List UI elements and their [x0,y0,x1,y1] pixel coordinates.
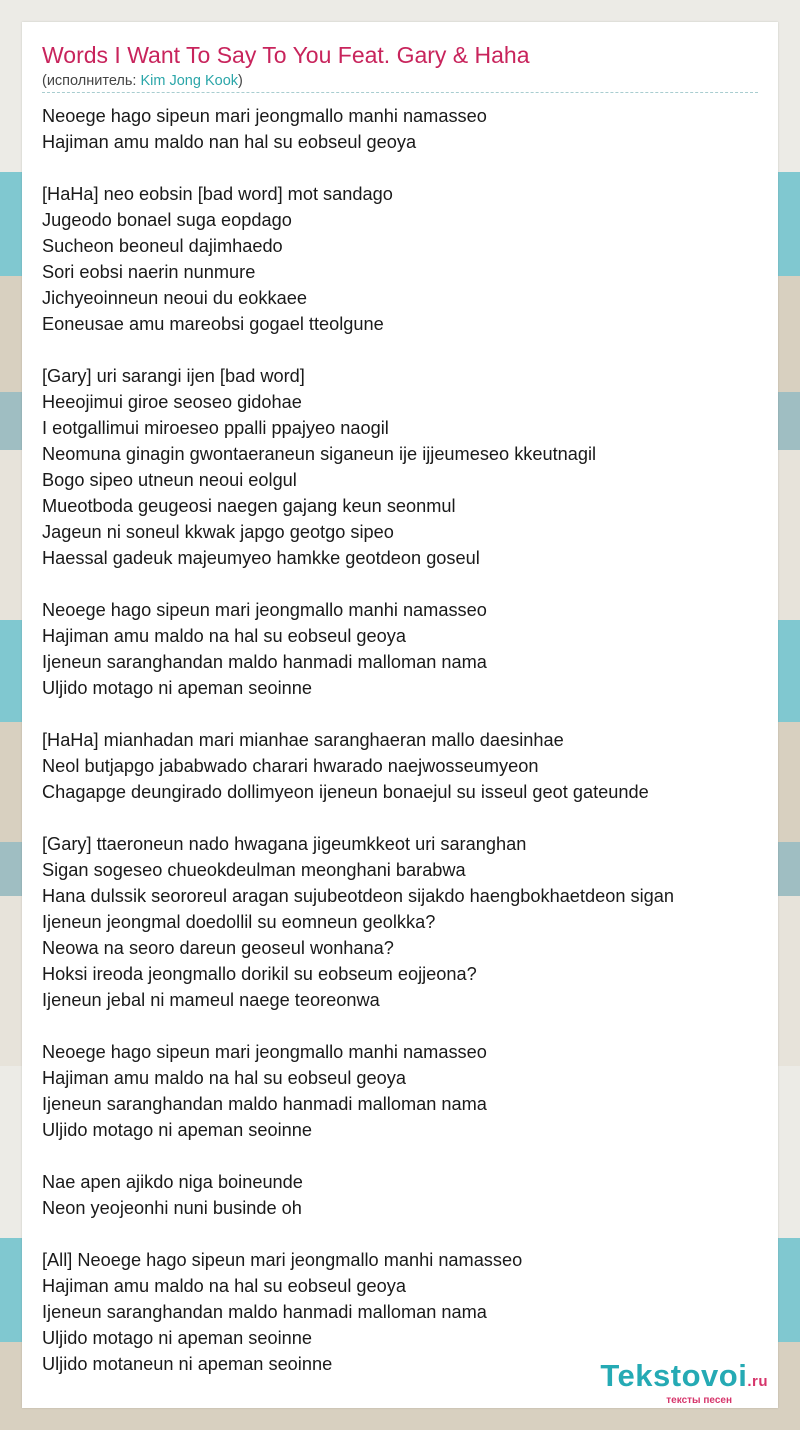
lyric-line: Sucheon beoneul dajimhaedo [42,236,283,256]
lyric-line: [Gary] uri sarangi ijen [bad word] [42,366,305,386]
lyric-line: Ijeneun saranghandan maldo hanmadi malloman nama [42,652,487,672]
lyric-line: Hajiman amu maldo na hal su eobseul geoya [42,1068,406,1088]
lyric-line [42,1143,758,1169]
lyric-line [42,337,758,363]
lyric-line: Hajiman amu maldo nan hal su eobseul geoya [42,132,417,152]
lyric-line: Eoneusae amu mareobsi gogael tteolgune [42,314,384,334]
lyric-line: I eotgallimui miroeseo ppalli ppajyeo naogil [42,418,389,438]
lyric-line: Bogo sipeo utneun neoui eolgul [42,470,297,490]
artist-suffix: ) [238,73,243,89]
lyric-line: Ijeneun jeongmal doedollil su eomneun geolkka? [42,912,436,932]
lyric-line: Uljido motaneun ni apeman seoinne [42,1354,333,1374]
artist-line [42,73,243,89]
lyric-line: Neoege hago sipeun mari jeongmallo manhi namasseo [42,106,487,126]
lyric-line [42,1013,758,1039]
lyric-line: Chagapge deungirado dollimyeon ijeneun bonaejul su isseul geot gateunde [42,782,649,802]
lyric-line: Uljido motago ni apeman seoinne [42,678,312,698]
lyric-line: Ijeneun saranghandan maldo hanmadi malloman nama [42,1094,487,1114]
logo-name: Tekstovoi [600,1358,748,1393]
lyric-line: Jichyeoinneun neoui du eokkaee [42,288,307,308]
lyric-line: Neoege hago sipeun mari jeongmallo manhi namasseo [42,600,487,620]
header-divider [42,92,758,93]
lyric-line: Mueotboda geugeosi naegen gajang keun seonmul [42,496,456,516]
lyric-line: Hoksi ireoda jeongmallo dorikil su eobseum eojjeona? [42,964,477,984]
lyric-line: Nae apen ajikdo niga boineunde [42,1172,303,1192]
lyric-line [42,571,758,597]
site-logo[interactable] [600,1360,768,1406]
lyric-line: Ijeneun jebal ni mameul naege teoreonwa [42,990,380,1010]
logo-tld: .ru [747,1373,768,1390]
lyric-line: Neoege hago sipeun mari jeongmallo manhi namasseo [42,1042,487,1062]
lyric-line: Uljido motago ni apeman seoinne [42,1328,312,1348]
lyric-line: Uljido motago ni apeman seoinne [42,1120,312,1140]
lyrics-text [42,103,758,1377]
lyric-line: Neol butjapgo jababwado charari hwarado naejwosseumyeon [42,756,539,776]
lyric-line: Neomuna ginagin gwontaeraneun siganeun ije ijjeumeseo kkeutnagil [42,444,597,464]
lyric-line: Neowa na seoro dareun geoseul wonhana? [42,938,394,958]
song-title: Words I Want To Say To You Feat. Gary & Haha [42,42,530,68]
lyric-line [42,1221,758,1247]
logo-wordmark [600,1360,768,1398]
lyric-line: [HaHa] mianhadan mari mianhae saranghaeran mallo daesinhae [42,730,564,750]
lyric-line: Jugeodo bonael suga eopdago [42,210,292,230]
lyric-line [42,701,758,727]
lyric-line: Hana dulssik seororeul aragan sujubeotdeon sijakdo haengbokhaetdeon sigan [42,886,674,906]
lyric-line: Heeojimui giroe seoseo gidohae [42,392,302,412]
lyric-line: Hajiman amu maldo na hal su eobseul geoya [42,626,406,646]
artist-prefix: (исполнитель: [42,73,141,89]
lyric-line [42,805,758,831]
lyric-line: Ijeneun saranghandan maldo hanmadi malloman nama [42,1302,487,1322]
lyric-line: Jageun ni soneul kkwak japgo geotgo sipeo [42,522,394,542]
lyric-line: Neon yeojeonhi nuni businde oh [42,1198,302,1218]
lyric-line [42,155,758,181]
logo-tagline: тексты песен [666,1395,732,1406]
lyric-line: Hajiman amu maldo na hal su eobseul geoya [42,1276,406,1296]
artist-link[interactable]: Kim Jong Kook [140,73,239,89]
lyric-line: [All] Neoege hago sipeun mari jeongmallo manhi namasseo [42,1250,523,1270]
lyric-line: Haessal gadeuk majeumyeo hamkke geotdeon goseul [42,548,480,568]
lyric-line: [Gary] ttaeroneun nado hwagana jigeumkkeot uri saranghan [42,834,527,854]
lyric-line: Sigan sogeseo chueokdeulman meonghani barabwa [42,860,466,880]
lyric-line: [HaHa] neo eobsin [bad word] mot sandago [42,184,393,204]
lyrics-card [22,22,778,1408]
lyric-line: Sori eobsi naerin nunmure [42,262,256,282]
